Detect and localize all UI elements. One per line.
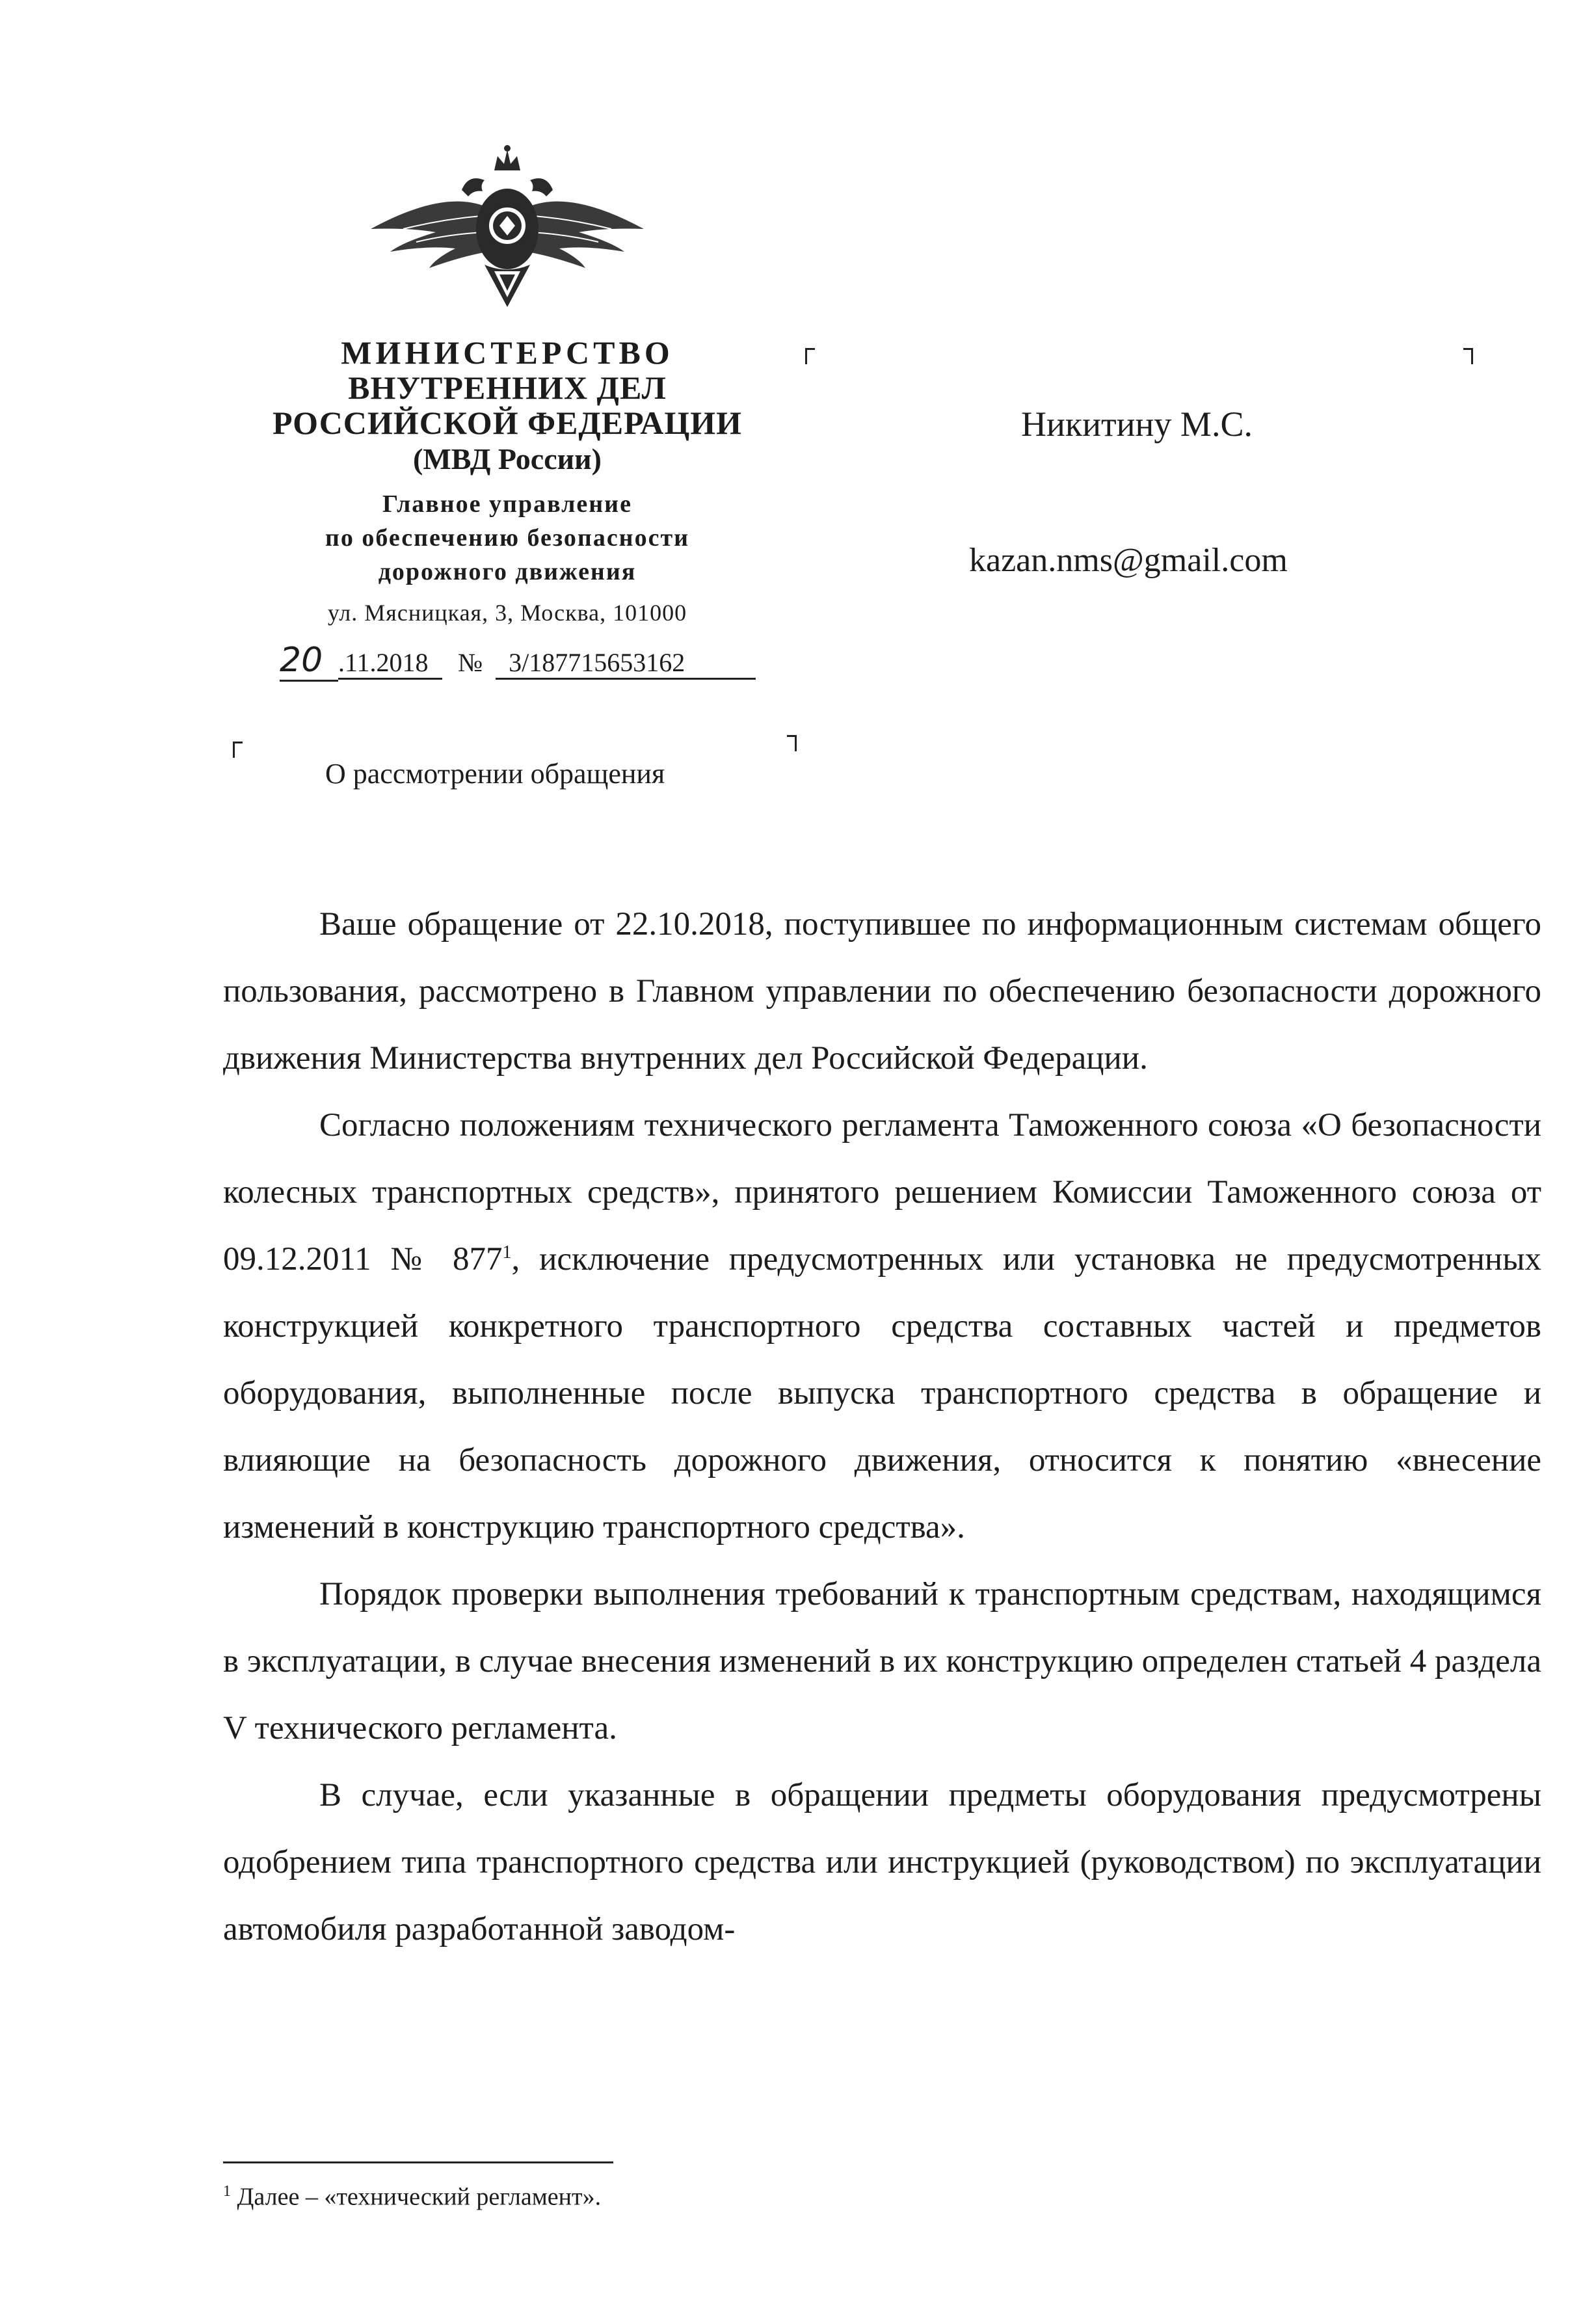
letter-body: [223, 891, 1541, 1963]
footnote-reference: 1: [502, 1242, 512, 1263]
body-paragraph-1: Ваше обращение от 22.10.2018, поступившее по информационным системам общего пользования, рассмотрено в Главном управлении по обеспечению безопасности дорожного движения Министерства внутренних дел Российской Федерации.: [223, 906, 1541, 1076]
subject-corner-right: [787, 735, 797, 751]
double-headed-eagle-emblem-icon: [364, 144, 650, 314]
letter-subject: О рассмотрении обращения: [325, 758, 665, 790]
footnote: [223, 2176, 601, 2213]
department-line-3: дорожного движения: [378, 558, 637, 585]
footnote-text: Далее – «технический регламент».: [231, 2183, 602, 2211]
issuer-address: ул. Мясницкая, 3, Москва, 101000: [327, 600, 687, 626]
body-paragraph-2-part-2: , исключение предусмотренных или установка не предусмотренных конструкцией конкретного транспортного средства составных частей и предметов оборудования, выполненные после выпуска транспортного средства в обращение и влияющие на безопасность дорожного движения, относится к понятию «внесение изменений в конструкцию транспортного средства».: [223, 1241, 1541, 1545]
body-paragraph-4: В случае, если указанные в обращении предметы оборудования предусмотрены одобрением типа транспортного средства или инструкцией (руководством) по эксплуатации автомобиля разработанной заводом-: [223, 1777, 1541, 1947]
recipient-corner-left: [805, 348, 815, 364]
org-name-line-2: ВНУТРЕННИХ ДЕЛ: [348, 369, 667, 406]
body-paragraph-2-part-1: Согласно положениям технического регламента Таможенного союза «О безопасности колесных транспортных средств», принятого решением Комиссии Таможенного союза от 09.12.2011 № 877: [223, 1107, 1541, 1277]
footnote-number: 1: [223, 2183, 231, 2200]
org-name-line-3: РОССИЙСКОЙ ФЕДЕРАЦИИ: [272, 405, 743, 441]
org-abbreviation: (МВД России): [413, 442, 602, 475]
recipient-email: kazan.nms@gmail.com: [969, 542, 1288, 579]
issuer-header: [215, 335, 800, 629]
registration-line: [280, 641, 756, 682]
org-name-line-1: МИНИСТЕРСТВО: [341, 334, 674, 371]
number-label: №: [458, 648, 483, 677]
body-paragraph-2: [223, 1092, 1541, 1561]
registration-date: .11.2018: [338, 647, 442, 680]
body-paragraph-3: Порядок проверки выполнения требований к транспортным средствам, находящимся в эксплуатации, в случае внесения изменений в их конструкцию определен статьей 4 раздела V технического регламента.: [223, 1576, 1541, 1746]
footnote-divider: [223, 2161, 613, 2163]
registration-number: 3/187715653162: [496, 647, 756, 680]
department-line-1: Главное управление: [382, 490, 632, 518]
recipient-corner-right: [1463, 348, 1473, 364]
handwritten-day: 20: [280, 641, 338, 682]
recipient-name: Никитину М.С.: [1021, 405, 1253, 444]
department-line-2: по обеспечению безопасности: [325, 524, 690, 552]
subject-corner-left: [233, 742, 243, 758]
